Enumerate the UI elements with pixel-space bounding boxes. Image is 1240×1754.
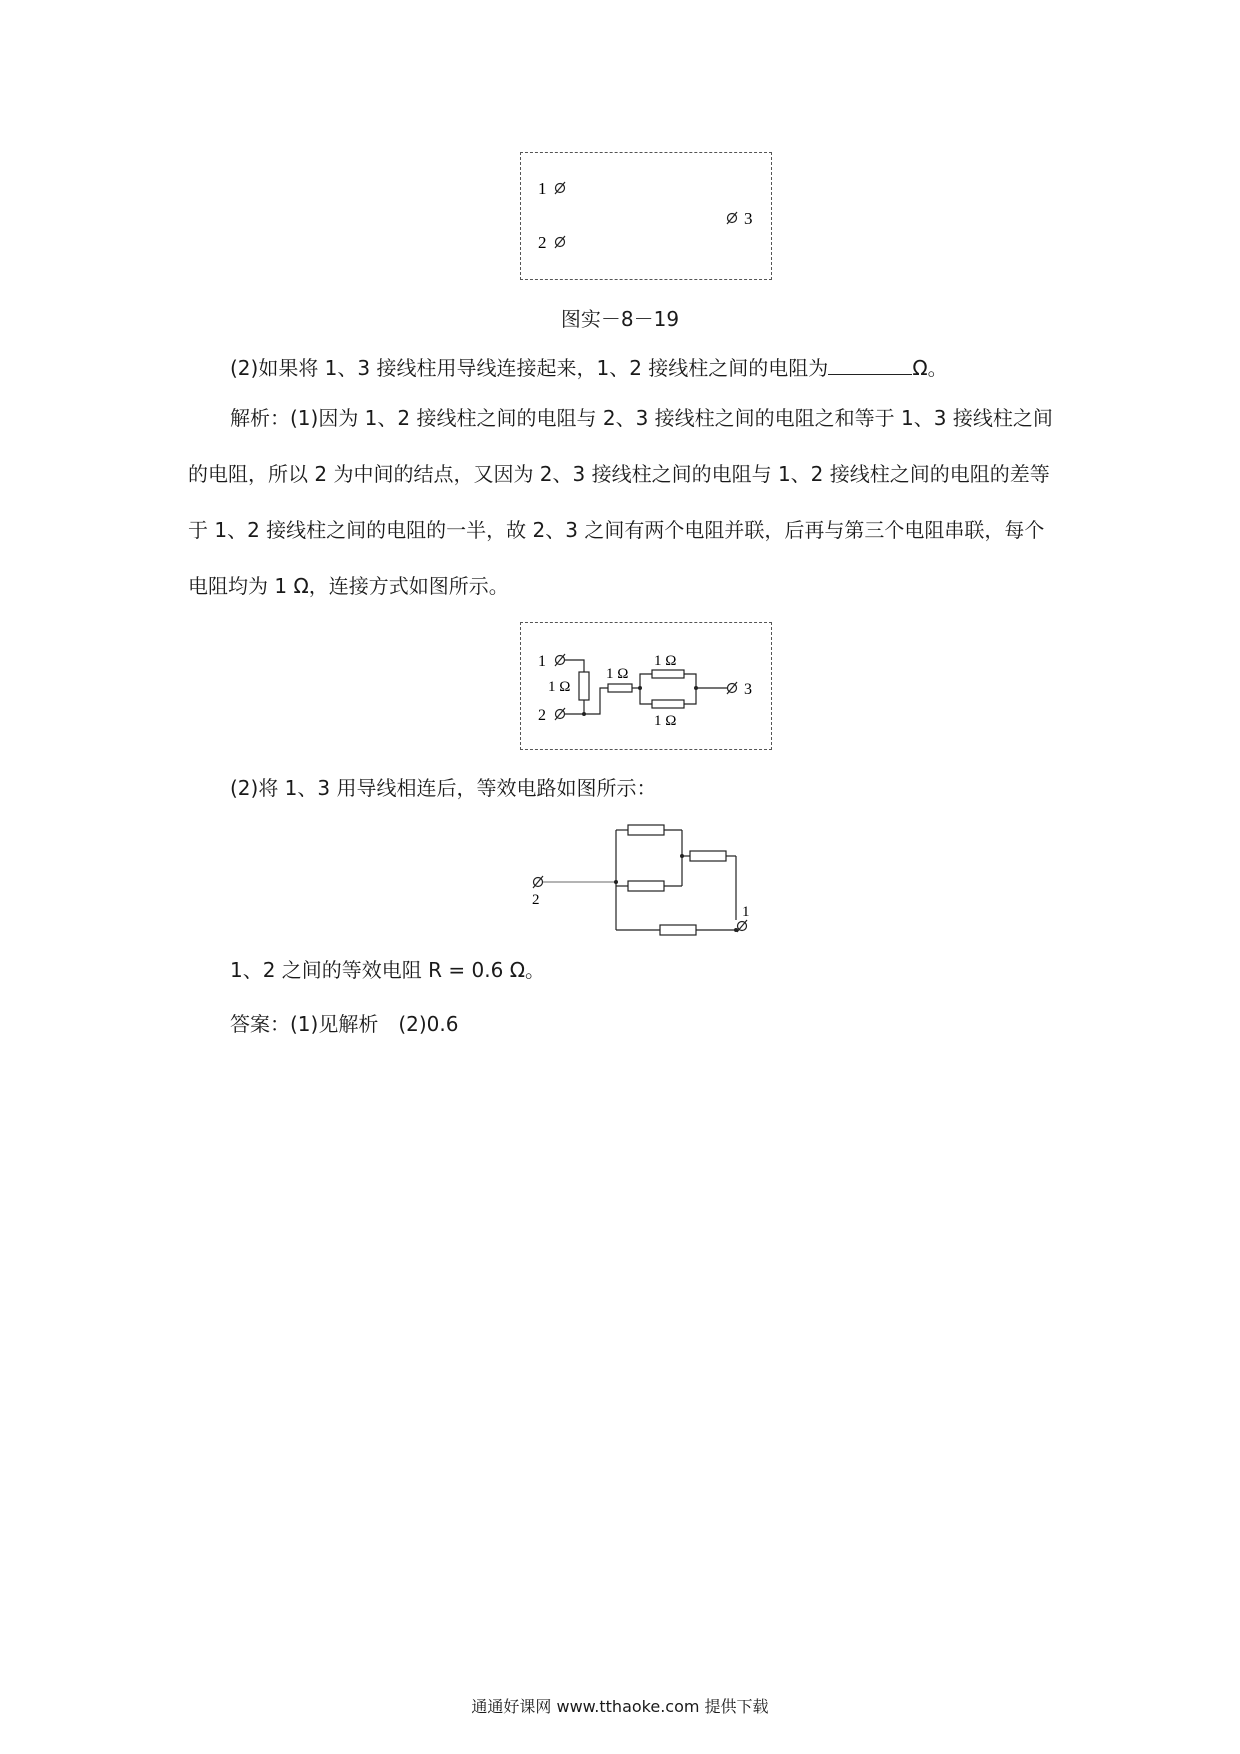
analysis-result: 1、2 之间的等效电阻 R = 0.6 Ω。 xyxy=(230,958,545,982)
circuit-terminal-1-label: 1 xyxy=(538,653,546,670)
page-footer: 通通好课网 www.tthaoke.com 提供下载 xyxy=(471,1697,769,1716)
terminal-3-label: 3 xyxy=(744,209,753,228)
resistor-parallel-bottom-label: 1 Ω xyxy=(654,713,677,729)
question-2 xyxy=(188,340,1058,396)
figure-caption: 图实－8－19 xyxy=(560,307,680,331)
equivalent-terminal-2-label: 2 xyxy=(532,892,540,908)
answer-blank xyxy=(828,356,912,375)
terminal-2-label: 2 xyxy=(538,233,547,252)
resistor-parallel-top-label: 1 Ω xyxy=(654,653,677,669)
terminal-2-icon xyxy=(555,236,565,248)
figure-equivalent-circuit xyxy=(520,810,780,940)
analysis-part-1: 解析：(1)因为 1、2 接线柱之间的电阻与 2、3 接线柱之间的电阻之和等于 1、3 接线柱之间的电阻，所以 2 为中间的结点，又因为 2、3 接线柱之间的电阻与 1、2 接线柱之间的电阻的差等于 1、2 接线柱之间的电阻的一半，故 2、3 之间有两个电阻并联，后再与第三个电阻串联，每个电阻均为 1 Ω，连接方式如图所示。 xyxy=(188,406,1053,598)
question-2-text: (2)如果将 1、3 接线柱用导线连接起来，1、2 接线柱之间的电阻为 xyxy=(230,356,829,380)
question-2-unit: Ω。 xyxy=(912,356,948,380)
terminal-1-icon xyxy=(555,182,565,194)
circuit-terminal-2-label: 2 xyxy=(538,707,546,724)
analysis-part-2: (2)将 1、3 用导线相连后，等效电路如图所示： xyxy=(230,776,657,800)
equivalent-terminal-1-label: 1 xyxy=(742,904,750,920)
figure-circuit-diagram xyxy=(520,622,772,750)
resistor-series-label: 1 Ω xyxy=(606,666,629,682)
resistor-vertical-label: 1 Ω xyxy=(548,679,571,695)
answer-line: 答案：(1)见解析 (2)0.6 xyxy=(230,1012,459,1036)
terminal-1-label: 1 xyxy=(538,179,547,198)
circuit-terminal-3-label: 3 xyxy=(744,681,752,698)
terminal-3-icon xyxy=(727,212,737,224)
figure-terminal-diagram xyxy=(520,152,772,280)
